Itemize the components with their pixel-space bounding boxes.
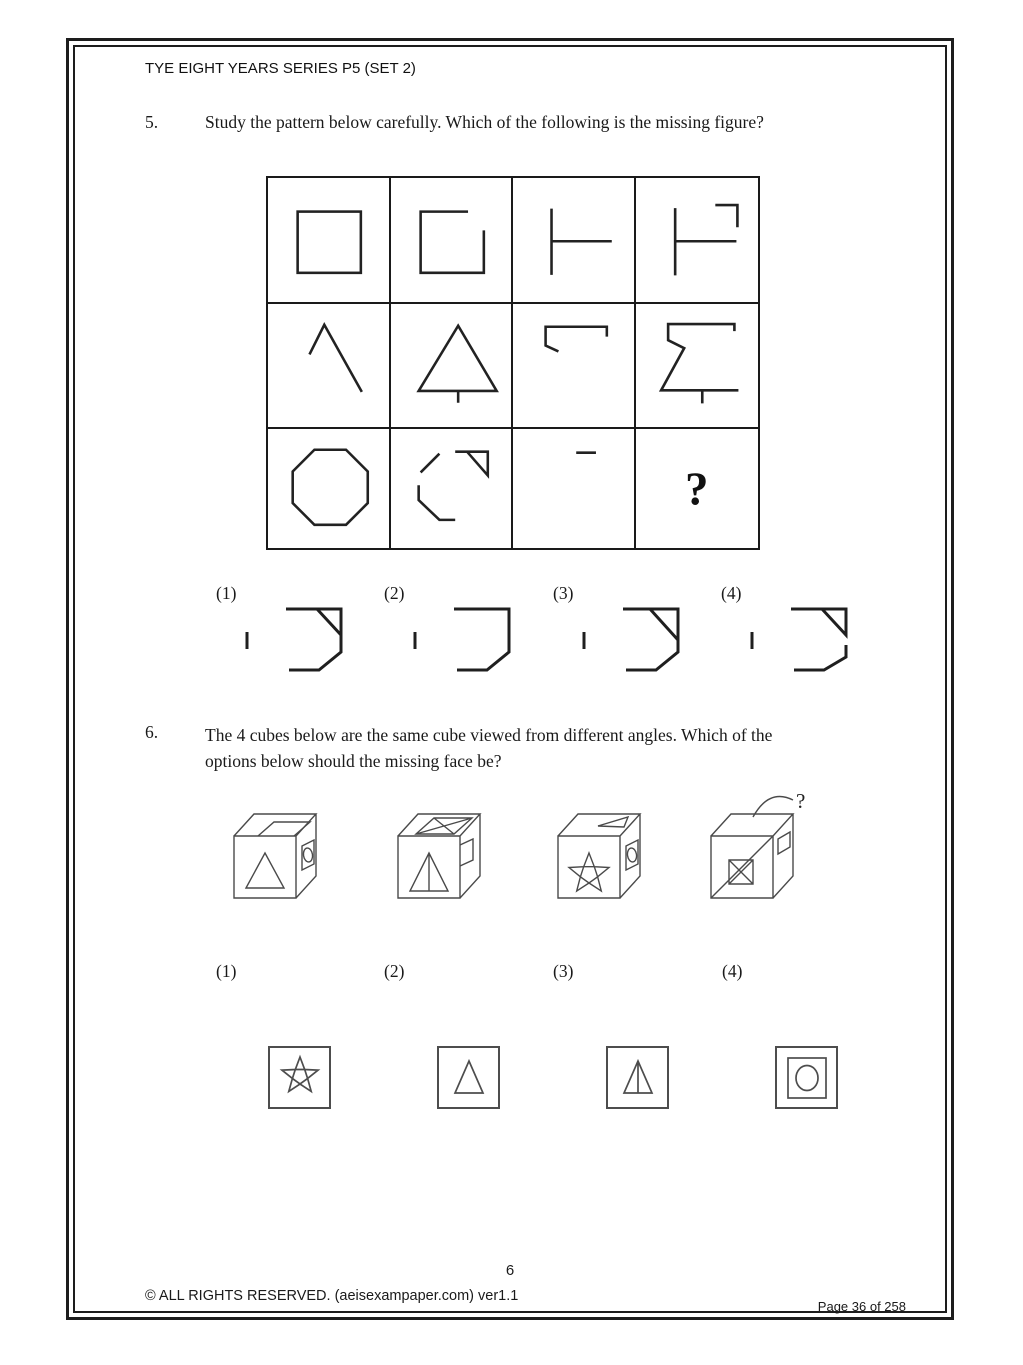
cube-2-right-partial-square: [460, 839, 473, 866]
short-dash-figure: [513, 429, 634, 550]
q5-option-3-label: (3): [553, 583, 574, 603]
cube-4-x-square-face: [729, 860, 753, 884]
partial-octagon-triangle-figure: [391, 429, 512, 550]
cube-4-question-mark: ?: [796, 789, 806, 813]
cube-1-triangle-face: [246, 853, 284, 888]
grid-cell-octagon: [268, 429, 391, 550]
q5-option-2-label: (2): [384, 583, 405, 603]
inverted-v-figure: [268, 304, 389, 428]
octagon-figure: [268, 429, 389, 550]
q6-option-3-label: (3): [553, 961, 574, 981]
q6-option-2-label: (2): [384, 961, 405, 981]
q5-option-1-figure: [229, 597, 364, 687]
cube-4-right-partial-square: [778, 832, 790, 854]
cube-4: [703, 784, 821, 918]
question-6-text-line2: options below should the missing face be?: [205, 751, 502, 771]
grid-cell-missing: [636, 429, 759, 550]
question-5-number: 5.: [145, 112, 159, 132]
triangle-figure: [440, 1049, 498, 1107]
q5-option-3: [542, 583, 704, 698]
q6-option-3-box: [606, 1046, 669, 1109]
q5-option-1: [205, 583, 367, 698]
cube-3-star-pentagon: [580, 867, 597, 883]
circle-in-square-figure: [778, 1049, 836, 1107]
page-label: Page 36 of 258: [817, 1299, 906, 1314]
question-mark-text: ?: [685, 463, 709, 516]
q6-option-4-box: [775, 1046, 838, 1109]
question-6-number: 6.: [145, 722, 159, 742]
question-5-text: Study the pattern below carefully. Which of the following is the missing figure?: [205, 112, 764, 132]
grid-cell-partial-octagon: [391, 429, 514, 550]
square-figure: [268, 178, 389, 302]
grid-cell-hook: [513, 304, 636, 430]
q5-option-3-figure: [566, 597, 701, 687]
sigma-with-stem-figure: [636, 304, 759, 428]
q6-option-1-box: [268, 1046, 331, 1109]
question-6-text-line1: The 4 cubes below are the same cube viewed from different angles. Which of the: [205, 725, 773, 745]
bisected-triangle-figure: [609, 1049, 667, 1107]
copyright-text: © ALL RIGHTS RESERVED. (aeisexampaper.com) ver1.1: [145, 1288, 519, 1304]
grid-cell-tee-corner: [636, 178, 759, 304]
grid-cell-caret: [268, 304, 391, 430]
cube-3-top-triangle: [598, 817, 628, 827]
cube-1-top-partial-square: [258, 822, 310, 836]
cube-3-star-face: [569, 853, 609, 891]
cube-2: [390, 796, 492, 918]
grid-cell-square: [268, 178, 391, 304]
grid-cell-tee: [513, 178, 636, 304]
grid-cell-sigma: [636, 304, 759, 430]
grid-cell-triangle-stem: [391, 304, 514, 430]
q5-option-2: [373, 583, 535, 698]
corner-hook-figure: [513, 304, 634, 428]
faceted-star-figure: [271, 1049, 329, 1107]
page-number: 6: [505, 1262, 515, 1279]
question-6-text: [205, 722, 915, 774]
grid-cell-dash: [513, 429, 636, 550]
q6-option-1-label: (1): [216, 961, 237, 981]
square-open-top-right-figure: [391, 178, 512, 302]
pattern-grid: [266, 176, 760, 550]
cube-1: [226, 796, 328, 918]
grid-cell-open-square: [391, 178, 514, 304]
q5-option-4: [710, 583, 872, 698]
q6-option-4-label: (4): [722, 961, 743, 981]
q5-option-2-figure: [397, 597, 532, 687]
tee-with-corner-figure: [636, 178, 759, 302]
page-title: TYE EIGHT YEARS SERIES P5 (SET 2): [145, 60, 416, 77]
q6-option-2-box: [437, 1046, 500, 1109]
cube-1-right-circle: [303, 847, 314, 862]
triangle-with-stem-figure: [391, 304, 512, 428]
q5-option-4-figure: [734, 597, 869, 687]
cube-3-right-circle: [627, 847, 638, 862]
q5-option-1-label: (1): [216, 583, 237, 603]
q5-option-4-label: (4): [721, 583, 742, 603]
tee-figure: [513, 178, 634, 302]
cube-4-front-diagonal: [711, 836, 773, 898]
cube-2-bisected-triangle-face: [410, 853, 448, 891]
cube-3: [550, 796, 652, 918]
